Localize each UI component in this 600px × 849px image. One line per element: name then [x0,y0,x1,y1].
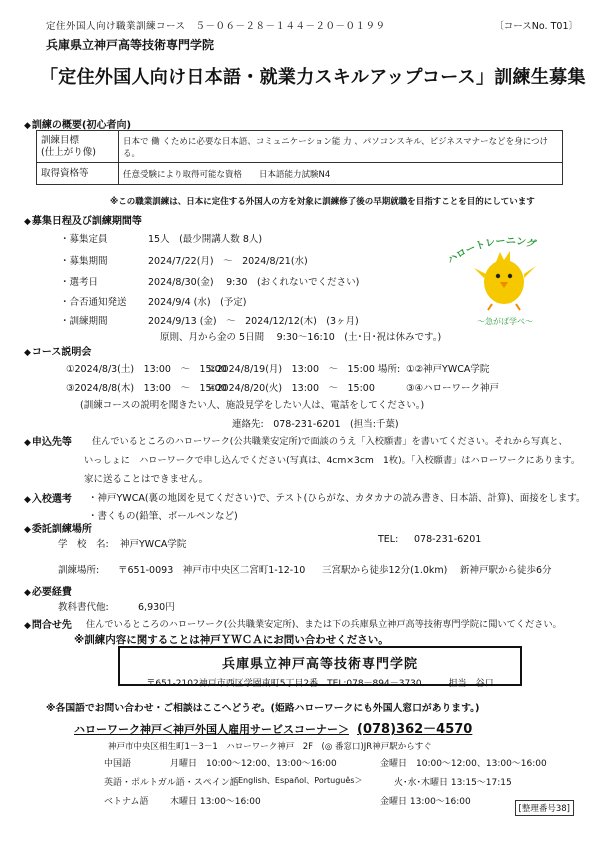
cert-label: 取得資格等 [37,163,119,185]
apply-line-3: 家に送ることはできません。 [84,474,209,485]
inquiry-text: 住んでいるところのハローワーク(公共職業安定所)、または下の兵庫県立神戸高等技術専門学院に聞いてください。 [86,619,562,630]
briefing-contact: 連絡先: 078-231-6201 (担当:千葉) [232,419,399,430]
course-code: 定住外国人向け職業訓練コース ５－０６－２８－１４４－２０－０１９９ [46,21,386,32]
inquiry-heading: ◆問合せ先 [24,620,72,631]
admission-line-2: ・書くもの(鉛筆、ボールペンなど) [88,511,238,522]
summary-table [36,130,563,185]
diamond-icon: ◆ [24,588,31,598]
cost-heading: ◆必要経費 [24,587,72,598]
briefing-note: (訓練コースの説明を聞きたい人、施設見学をしたい人は、電話をしてください。) [80,400,425,411]
mascot-caption-bottom: ～急がば学べ～ [477,317,533,326]
cost-value: 6,930円 [138,602,175,613]
cost-label: 教科書代他: [58,602,109,613]
briefing-session-1: ①2024/8/3(土) 13:00 ～ 15:00 [66,364,227,375]
goal-text: 日本で 働 くために必要な日本語、コミュニケーション能 力 、パソコンスキル、ビジネスマナーなどを身につける。 [119,131,563,163]
hellowork-phone: (078)362－4570 [357,722,473,737]
briefing-session-4: ④2024/8/20(火) 13:00 ～ 15:00 [208,383,375,394]
english-row: 英語・ポルトガル語・スペイン語 ＜English、Español、Português＞ 火･水･木曜日 13:15～17:15 [104,776,512,788]
schedule-heading: ◆募集日程及び訓練期間等 [24,216,142,227]
mascot-caption-top: ハロートレーニング [445,235,538,267]
admission-line-1: ・神戸YWCA(裏の地図を見てください)で、テスト(ひらがな、カタカナの読み書き、日本語、計算)、面接をします。 [88,493,586,504]
vietnamese-row: ベトナム語 木曜日 13:00～16:00 金曜日 13:00～16:00 [104,797,471,807]
school-contact-name: 兵庫県立神戸高等技術専門学院 [221,657,418,672]
briefing-session-3: ③2024/8/8(木) 13:00 ～ 15:00 [66,383,227,394]
apply-line-1: 住んでいるところのハローワーク(公共職業安定所)で面談のうえ「入校願書」を書いてください。それから写真と、 [92,436,568,447]
training-days: 原則、月から金の 5日間 9:30～16:10 (土･日･祝は休みです。) [160,332,442,343]
hello-training-mascot [440,230,570,330]
briefing-place-2: ③④ハローワーク神戸 [406,383,500,394]
diamond-icon: ◆ [24,621,31,631]
facility-address-label: 訓練場所: [58,565,100,576]
cert-text: 任意受験により取得可能な資格 日本語能力試験N4 [119,163,563,185]
course-number: 〔コースNo. T01〕 [494,21,578,32]
school-name: 兵庫県立神戸高等技術専門学院 [46,38,215,52]
goal-label: 訓練目標 (仕上がり像) [37,131,119,163]
apply-line-2: いっしょに ハローワークで申し込んでください(写真は、4cm×3cm 1枚)。「入校願書」はハローワークにあります。 [84,455,581,466]
reference-number: [整理番号38] [515,800,574,816]
chinese-row: 中国語 月曜日 10:00～12:00、13:00～16:00 金曜日 10:00～12:00、13:00～16:00 [104,759,547,769]
facility-name-label: 学 校 名: [58,539,109,550]
header-line [46,18,578,32]
diamond-icon: ◆ [24,121,31,131]
diamond-icon: ◆ [24,217,31,227]
diamond-icon: ◆ [24,348,31,358]
facility-heading: ◆委託訓練場所 [24,524,92,535]
apply-heading: ◆申込先等 [24,437,72,448]
hellowork-address: 神戸市中央区相生町1－3－1 ハローワーク神戸 2F (◎ 番窓口)JR神戸駅からすぐ [108,742,432,752]
facility-access-1: 三宮駅から徒歩12分(1.0km) [322,565,448,576]
school-contact-box [118,646,522,689]
facility-tel-label: TEL: [378,534,399,545]
briefing-place-1: ①②神戸YWCA学院 [406,364,490,375]
briefing-session-2: ②2024/8/19(月) 13:00 ～ 15:00 [208,364,375,375]
admission-heading: ◆入校選考 [24,494,72,505]
diamond-icon: ◆ [24,495,31,505]
facility-tel: 078-231-6201 [414,534,482,545]
diamond-icon: ◆ [24,438,31,448]
inquiry-note: ※訓練内容に関することは神戸ＹＷＣＡにお問い合わせください。 [74,634,389,646]
hellowork-link[interactable]: ハローワーク神戸＜神戸外国人雇用サービスコーナー＞ (078)362－4570 [74,722,473,737]
facility-access-2: 新神戸駅から徒歩6分 [460,565,552,576]
briefing-place-label: 場所: [378,364,401,375]
facility-address: 〒651-0093 神戸市中央区二宮町1-12-10 [118,565,306,576]
summary-note: ※この職業訓練は、日本に定住する外国人の方を対象に訓練修了後の早期就職を目指すことを目的にしています [110,197,535,207]
hellowork-note: ※各国語でお問い合わせ・ご相談はここへどうぞ。(姫路ハローワークにも外国人窓口があります。) [46,703,480,714]
facility-name: 神戸YWCA学院 [120,539,187,550]
diamond-icon: ◆ [24,525,31,535]
summary-heading: ◆訓練の概要(初心者向) [24,120,132,131]
briefing-heading: ◆コース説明会 [24,347,92,358]
school-contact-address: 〒651-2102神戸市西区学園東町5丁目2番 TEL:078－894－3730 担当 谷口 [146,679,494,689]
page-title: 「定住外国人向け日本語・就業力スキルアップコース」訓練生募集 [40,67,586,88]
